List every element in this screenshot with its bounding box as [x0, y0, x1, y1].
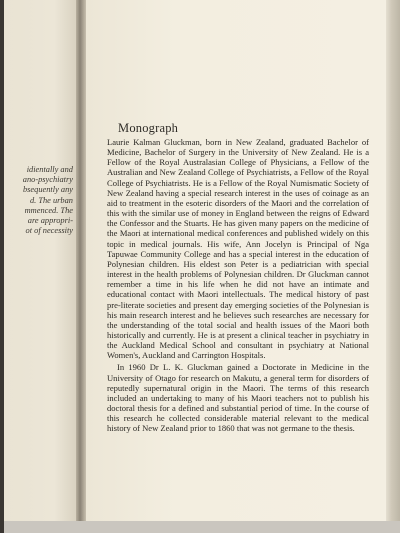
table-surface: [0, 521, 400, 533]
left-page: [4, 0, 76, 521]
page-title: Monograph: [118, 121, 179, 135]
paragraph: Laurie Kalman Gluckman, born in New Zealand, graduated Bachelor of Medicine, Bachelor of Surgery in the University of New Zealand. He is a Fellow of the Royal Australasian College of Physicians, a Fellow of the Australian and New Zealand College of Psychiatrists, a Fellow of the Royal College of Psychiatrists. He is a Fellow of the Royal Numismatic Society of New Zealand having a special research interest in the uses of coinage as an aid to treatment in the esoteric disorders of the Maori and the correlation of this with the similar use of money in England between the reigns of Edward the Confessor and the Stuarts. He has given many papers on the medicine of the Maori at international medical conferences and published widely on this topic in medical journals. His wife, Ann Jocelyn is Principal of Nga Tapuwae Community College and has a special interest in the education of Polynesian children. His eldest son Peter is a pediatrician with special interest in the health problems of Polynesian children. Dr Gluckman cannot remember a time in his life when he did not have an intimate and educational contact with Maori intellectuals. The medical history of past pre-literate societies and present day emerging societies of the Polynesian is his main research interest and he believes such researches are necessary for the understanding of the total social and health issues of the Maori both historically and currently. He is at present a clinical teacher in psychiatry in the Auckland Medical School and consultant in psychiatry at National Women's, Auckland and Carrington Hospitals.: [107, 137, 369, 361]
paragraph: In 1960 Dr L. K. Gluckman gained a Doctorate in Medicine in the University of Otago for research on Makutu, a general term for disorders of reputedly supernatural origin in the Maori. The terms of this research included an undertaking to many of his Maori teachers not to publish his doctoral thesis for a defined and substantial period of time. In the course of this research he collected considerable material relevant to the medical history of New Zealand prior to 1860 that was not germane to the thesis.: [107, 362, 369, 434]
left-page-text-fragment: idientally and ano-psychiatry bsequently any d. The urban mmenced. The are appropri- ot of necessity: [22, 165, 73, 236]
page-edges: [386, 0, 400, 521]
monograph-body: [107, 137, 369, 434]
page-gutter: [76, 0, 86, 521]
